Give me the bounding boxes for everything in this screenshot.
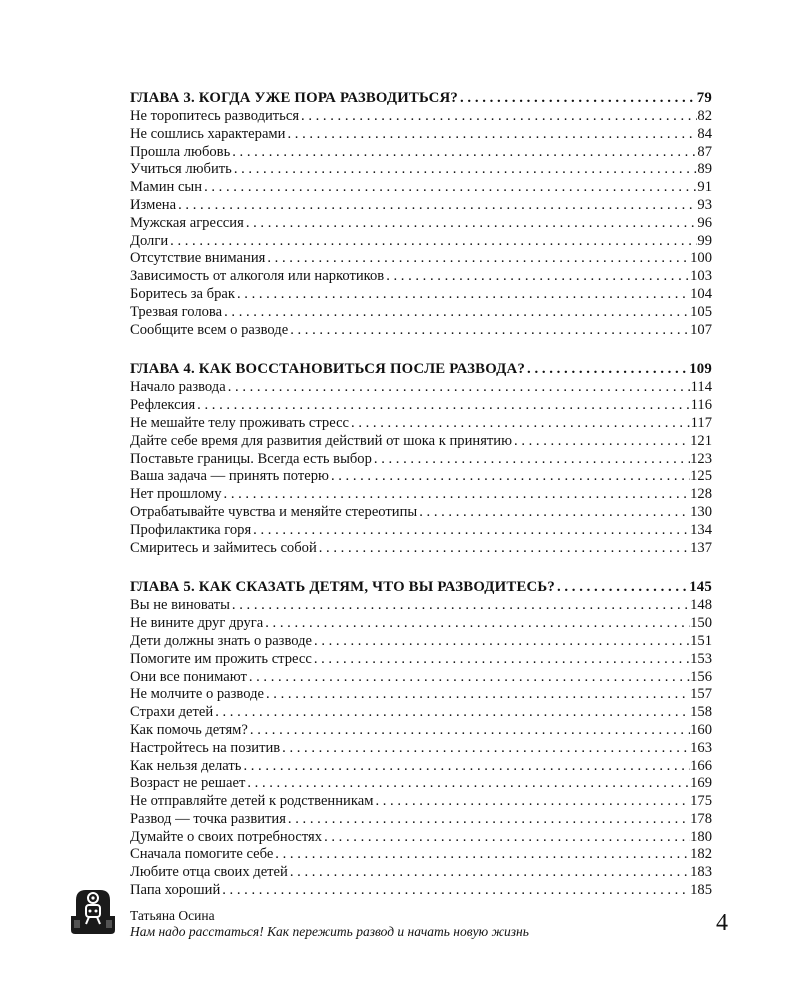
toc-entry-page: 87 bbox=[697, 143, 712, 160]
toc-entry-title: Дайте себе время для развития действий от шока к принятию bbox=[130, 432, 513, 449]
toc-entry-title: Думайте о своих потребностях bbox=[130, 828, 323, 845]
toc-chapter-title: ГЛАВА 5. КАК СКАЗАТЬ ДЕТЯМ, ЧТО ВЫ РАЗВОДИТЕСЬ? bbox=[130, 579, 555, 596]
toc-entry-title: Отсутствие внимания bbox=[130, 250, 266, 267]
toc-entry-title: Профилактика горя bbox=[130, 521, 252, 538]
toc-entry-title: Зависимость от алкоголя или наркотиков bbox=[130, 268, 385, 285]
toc-entry-page: 175 bbox=[690, 793, 712, 810]
toc-entry-page: 103 bbox=[690, 268, 712, 285]
toc-entry-title: Не отправляйте детей к родственникам bbox=[130, 793, 374, 810]
toc-entry-page: 84 bbox=[697, 125, 712, 142]
toc-entry-page: 125 bbox=[690, 468, 712, 485]
toc-entry[interactable] bbox=[130, 108, 712, 126]
toc-entry-page: 117 bbox=[690, 414, 712, 431]
toc-leader-dots bbox=[317, 540, 690, 558]
toc-entry-page: 157 bbox=[690, 686, 712, 703]
toc-entry[interactable] bbox=[130, 864, 712, 882]
toc-entry-page: 123 bbox=[690, 450, 712, 467]
toc-entry[interactable] bbox=[130, 286, 712, 304]
toc-entry[interactable] bbox=[130, 615, 712, 633]
toc-leader-dots bbox=[312, 633, 690, 651]
toc-chapter-page: 145 bbox=[689, 579, 712, 596]
toc-leader-dots bbox=[273, 846, 690, 864]
toc-leader-dots bbox=[372, 451, 690, 469]
toc-entry[interactable] bbox=[130, 846, 712, 864]
toc-entry-page: 169 bbox=[690, 775, 712, 792]
toc-entry-title: Ваша задача — принять потерю bbox=[130, 468, 329, 485]
toc-chapter-heading[interactable] bbox=[130, 359, 712, 379]
toc-entry[interactable] bbox=[130, 775, 712, 793]
toc-entry-page: 96 bbox=[697, 214, 712, 231]
toc-entry-title: Сначала помогите себе bbox=[130, 846, 274, 863]
toc-entry-page: 107 bbox=[690, 321, 712, 338]
toc-entry-title: Не мешайте телу проживать стресс bbox=[130, 414, 350, 431]
toc-leader-dots bbox=[176, 197, 697, 215]
toc-entry[interactable] bbox=[130, 322, 712, 340]
toc-leader-dots bbox=[226, 379, 691, 397]
toc-chapter bbox=[130, 359, 712, 557]
toc-leader-dots bbox=[525, 359, 689, 379]
toc-entry[interactable] bbox=[130, 379, 712, 397]
toc-entry[interactable] bbox=[130, 197, 712, 215]
toc-leader-dots bbox=[322, 829, 690, 847]
toc-entry-page: 104 bbox=[690, 285, 712, 302]
toc-entry-page: 134 bbox=[690, 521, 712, 538]
toc-leader-dots bbox=[384, 268, 690, 286]
toc-leader-dots bbox=[232, 161, 698, 179]
toc-entry-page: 89 bbox=[697, 161, 712, 178]
toc-leader-dots bbox=[230, 597, 690, 615]
toc-leader-dots bbox=[251, 522, 690, 540]
toc-entry-title: Вы не виноваты bbox=[130, 597, 230, 614]
toc-entry-title: Не сошлись характерами bbox=[130, 125, 286, 142]
toc-entry-title: Папа хороший bbox=[130, 882, 221, 899]
toc-entry-page: 180 bbox=[690, 828, 712, 845]
toc-entry-title: Как нельзя делать bbox=[130, 757, 242, 774]
toc-entry[interactable] bbox=[130, 161, 712, 179]
toc-leader-dots bbox=[555, 577, 689, 597]
toc-entry-title: Долги bbox=[130, 232, 169, 249]
toc-entry-page: 148 bbox=[690, 597, 712, 614]
toc-entry-page: 105 bbox=[690, 303, 712, 320]
toc-entry[interactable] bbox=[130, 597, 712, 615]
footer-book-title: Нам надо расстаться! Как пережить развод и начать новую жизнь bbox=[130, 924, 529, 939]
toc-entry[interactable] bbox=[130, 215, 712, 233]
toc-entry[interactable] bbox=[130, 633, 712, 651]
toc-entry-page: 151 bbox=[690, 632, 712, 649]
toc-leader-dots bbox=[195, 397, 690, 415]
toc-entry-page: 128 bbox=[690, 486, 712, 503]
toc-leader-dots bbox=[286, 811, 690, 829]
toc-leader-dots bbox=[417, 504, 690, 522]
toc-entry-title: Они все понимают bbox=[130, 668, 247, 685]
toc-entry[interactable] bbox=[130, 722, 712, 740]
toc-leader-dots bbox=[288, 322, 690, 340]
toc-entry-page: 160 bbox=[690, 721, 712, 738]
toc-entry-page: 93 bbox=[697, 196, 712, 213]
toc-entry-page: 82 bbox=[697, 108, 712, 124]
toc-leader-dots bbox=[263, 615, 690, 633]
toc-chapter-title: ГЛАВА 4. КАК ВОССТАНОВИТЬСЯ ПОСЛЕ РАЗВОДА? bbox=[130, 361, 526, 378]
toc-entry-page: 153 bbox=[690, 650, 712, 667]
footer-author: Татьяна Осина bbox=[130, 908, 215, 923]
toc-entry-page: 183 bbox=[690, 864, 712, 881]
toc-entry[interactable] bbox=[130, 540, 712, 558]
toc-leader-dots bbox=[512, 433, 690, 451]
toc-entry-title: Мужская агрессия bbox=[130, 214, 244, 231]
toc-chapter bbox=[130, 88, 712, 339]
toc-entry-title: Настройтесь на позитив bbox=[130, 739, 281, 756]
toc-leader-dots bbox=[213, 704, 690, 722]
table-of-contents bbox=[130, 88, 712, 920]
toc-leader-dots bbox=[245, 775, 690, 793]
toc-leader-dots bbox=[299, 108, 697, 126]
toc-entry[interactable] bbox=[130, 829, 712, 847]
toc-entry-title: Как помочь детям? bbox=[130, 721, 248, 738]
toc-leader-dots bbox=[222, 486, 691, 504]
publisher-logo-icon bbox=[68, 886, 118, 938]
toc-entry-title: Мамин сын bbox=[130, 179, 203, 196]
toc-entry-page: 130 bbox=[690, 503, 712, 520]
toc-entry[interactable] bbox=[130, 486, 712, 504]
toc-entry[interactable] bbox=[130, 433, 712, 451]
toc-leader-dots bbox=[230, 144, 697, 162]
toc-leader-dots bbox=[264, 686, 690, 704]
toc-entry-page: 100 bbox=[690, 250, 712, 267]
toc-entry-title: Не молчите о разводе bbox=[130, 686, 264, 703]
toc-entry[interactable] bbox=[130, 504, 712, 522]
toc-entry-page: 185 bbox=[690, 882, 712, 899]
toc-entry[interactable] bbox=[130, 415, 712, 433]
toc-leader-dots bbox=[312, 651, 690, 669]
toc-entry-title: Любите отца своих детей bbox=[130, 864, 288, 881]
toc-entry-title: Дети должны знать о разводе bbox=[130, 632, 313, 649]
toc-entry[interactable] bbox=[130, 304, 712, 322]
toc-leader-dots bbox=[248, 722, 690, 740]
toc-entry[interactable] bbox=[130, 250, 712, 268]
toc-entry-title: Страхи детей bbox=[130, 704, 214, 721]
toc-entry-title: Прошла любовь bbox=[130, 143, 231, 160]
toc-entry-title: Возраст не решает bbox=[130, 775, 246, 792]
toc-entry-page: 156 bbox=[690, 668, 712, 685]
toc-entry-title: Не торопитесь разводиться bbox=[130, 108, 300, 124]
toc-entry[interactable] bbox=[130, 233, 712, 251]
toc-entry-title: Рефлексия bbox=[130, 397, 196, 414]
toc-entry-title: Развод — точка развития bbox=[130, 810, 286, 827]
toc-entry[interactable] bbox=[130, 704, 712, 722]
toc-entry-page: 178 bbox=[690, 810, 712, 827]
toc-entry[interactable] bbox=[130, 758, 712, 776]
toc-entry[interactable] bbox=[130, 179, 712, 197]
toc-entry[interactable] bbox=[130, 793, 712, 811]
toc-entry-page: 114 bbox=[690, 379, 712, 396]
toc-entry-title: Поставьте границы. Всегда есть выбор bbox=[130, 450, 372, 467]
toc-entry[interactable] bbox=[130, 468, 712, 486]
toc-entry-title: Смиритесь и займитесь собой bbox=[130, 539, 317, 556]
page-number: 4 bbox=[716, 910, 728, 936]
toc-entry[interactable] bbox=[130, 397, 712, 415]
toc-entry-title: Сообщите всем о разводе bbox=[130, 321, 289, 338]
toc-leader-dots bbox=[285, 126, 697, 144]
toc-chapter-page: 79 bbox=[696, 90, 712, 106]
toc-leader-dots bbox=[222, 304, 690, 322]
toc-chapter-page: 109 bbox=[689, 361, 712, 378]
toc-entry-title: Нет прошлому bbox=[130, 486, 222, 503]
toc-entry-page: 150 bbox=[690, 615, 712, 632]
toc-entry-page: 91 bbox=[697, 179, 712, 196]
toc-leader-dots bbox=[241, 758, 690, 776]
toc-entry[interactable] bbox=[130, 144, 712, 162]
toc-entry-title: Боритесь за брак bbox=[130, 285, 235, 302]
toc-entry-title: Измена bbox=[130, 196, 177, 213]
toc-chapter-title: ГЛАВА 3. КОГДА УЖЕ ПОРА РАЗВОДИТЬСЯ? bbox=[130, 90, 459, 106]
toc-leader-dots bbox=[288, 864, 690, 882]
toc-entry-page: 158 bbox=[690, 704, 712, 721]
toc-entry-title: Учиться любить bbox=[130, 161, 232, 178]
toc-entry[interactable] bbox=[130, 686, 712, 704]
toc-leader-dots bbox=[349, 415, 691, 433]
toc-leader-dots bbox=[202, 179, 697, 197]
toc-entry[interactable] bbox=[130, 811, 712, 829]
toc-leader-dots bbox=[244, 215, 698, 233]
page-footer bbox=[68, 886, 728, 942]
toc-entry-page: 182 bbox=[690, 846, 712, 863]
toc-leader-dots bbox=[265, 250, 690, 268]
toc-entry[interactable] bbox=[130, 126, 712, 144]
toc-entry[interactable] bbox=[130, 669, 712, 687]
toc-leader-dots bbox=[247, 669, 690, 687]
toc-leader-dots bbox=[458, 88, 697, 108]
toc-chapter-heading[interactable] bbox=[130, 577, 712, 597]
toc-entry-page: 121 bbox=[690, 432, 712, 449]
toc-leader-dots bbox=[329, 468, 690, 486]
toc-entry-title: Не вините друг друга bbox=[130, 615, 264, 632]
toc-entry-page: 116 bbox=[690, 397, 712, 414]
toc-entry-page: 137 bbox=[690, 539, 712, 556]
toc-entry-page: 99 bbox=[697, 232, 712, 249]
toc-entry-title: Трезвая голова bbox=[130, 303, 223, 320]
toc-leader-dots bbox=[235, 286, 690, 304]
toc-entry-title: Помогите им прожить стресс bbox=[130, 650, 312, 667]
toc-entry-title: Начало развода bbox=[130, 379, 226, 396]
toc-entry-page: 163 bbox=[690, 739, 712, 756]
toc-chapter-heading[interactable] bbox=[130, 88, 712, 108]
toc-entry[interactable] bbox=[130, 740, 712, 758]
toc-entry[interactable] bbox=[130, 451, 712, 469]
toc-leader-dots bbox=[373, 793, 690, 811]
toc-leader-dots bbox=[280, 740, 690, 758]
toc-entry[interactable] bbox=[130, 268, 712, 286]
toc-entry-page: 166 bbox=[690, 757, 712, 774]
toc-entry[interactable] bbox=[130, 651, 712, 669]
toc-leader-dots bbox=[168, 233, 697, 251]
toc-entry[interactable] bbox=[130, 522, 712, 540]
toc-entry-title: Отрабатывайте чувства и меняйте стереотипы bbox=[130, 503, 418, 520]
toc-chapter bbox=[130, 577, 712, 900]
